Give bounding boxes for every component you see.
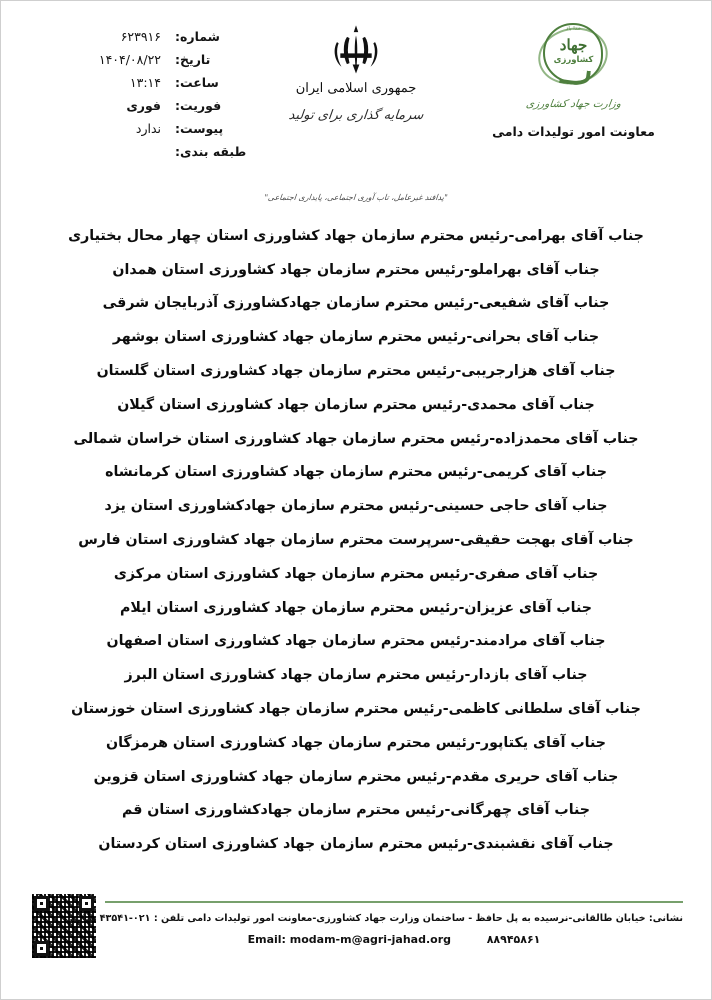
list-item: جناب آقای هزارجریبی-رئیس محترم سازمان جهاد کشاورزی استان گلستان	[96, 362, 616, 379]
emblem-slogan: سرمایه گذاری برای تولید	[287, 108, 425, 123]
list-item: جناب آقای صفری-رئیس محترم سازمان جهاد کشاورزی استان مرکزی	[113, 565, 599, 582]
metadata-row-date	[29, 52, 249, 75]
ministry-department: معاونت امور تولیدات دامی	[492, 124, 655, 139]
footer-fax-number: ۸۸۹۴۵۸۶۱	[486, 933, 541, 946]
metadata-label-time: ساعت:	[175, 75, 219, 90]
document-metadata	[29, 29, 249, 167]
footer-email-row	[105, 933, 683, 946]
metadata-value-time: ۱۳:۱۴	[129, 75, 161, 90]
list-item: جناب آقای حریری مقدم-رئیس محترم سازمان جهاد کشاورزی استان قزوین	[93, 768, 619, 785]
footer-email-label: Email:	[247, 933, 286, 946]
list-item: جناب آقای مرادمند-رئیس محترم سازمان جهاد کشاورزی استان اصفهان	[106, 633, 606, 650]
metadata-value-urgency: فوری	[126, 98, 161, 113]
national-emblem-block	[236, 23, 476, 123]
qr-finder-bottom-left	[34, 941, 49, 956]
recipients-list	[31, 219, 681, 861]
list-item: جناب آقای محمدی-رئیس محترم سازمان جهاد کشاورزی استان گیلان	[117, 396, 595, 413]
metadata-row-urgency	[29, 98, 249, 121]
list-item: جناب آقای حاجی حسینی-رئیس محترم سازمان جهادکشاورزی استان یزد	[104, 498, 608, 515]
emblem-caption: جمهوری اسلامی ایران	[295, 81, 417, 96]
document-footer	[1, 893, 711, 985]
footer-email-value[interactable]: modam-m@agri-jahad.org	[289, 933, 451, 946]
list-item: جناب آقای بهرامی-رئیس محترم سازمان جهاد کشاورزی استان چهار محال بختیاری	[68, 227, 644, 244]
metadata-value-date: ۱۴۰۴/۰۸/۲۲	[98, 52, 161, 67]
logo-main-text: جهاد	[559, 36, 588, 54]
list-item: جناب آقای سلطانی کاظمی-رئیس محترم سازمان جهاد کشاورزی استان خوزستان	[71, 700, 641, 717]
metadata-row-classification	[29, 144, 249, 167]
footer-contact-block	[69, 913, 683, 946]
metadata-label-urgency: فوریت:	[175, 98, 222, 113]
metadata-label-number: شماره:	[175, 29, 220, 44]
metadata-value-number: ۶۲۳۹۱۶	[120, 29, 161, 44]
metadata-row-number	[29, 29, 249, 52]
qr-code-icon	[31, 893, 97, 959]
list-item: جناب آقای بازدار-رئیس محترم سازمان جهاد کشاورزی استان البرز	[124, 667, 588, 684]
metadata-label-date: تاریخ:	[175, 52, 211, 67]
list-item: جناب آقای یکتاپور-رئیس محترم سازمان جهاد کشاورزی استان هرمزگان	[106, 734, 606, 751]
ministry-logo-block	[466, 23, 681, 139]
metadata-row-time	[29, 75, 249, 98]
logo-tiny-text: خدا باد	[565, 26, 582, 32]
list-item: جناب آقای بهجت حقیقی-سرپرست محترم سازمان جهاد کشاورزی استان فارس	[78, 531, 634, 548]
list-item: جناب آقای چهرگانی-رئیس محترم سازمان جهادکشاورزی استان قم	[121, 802, 591, 819]
metadata-label-classification: طبقه بندی:	[175, 144, 247, 159]
logo-sub-text: کشاورزی	[553, 55, 594, 65]
list-item: جناب آقای شفیعی-رئیس محترم سازمان جهادکشاورزی آذربایجان شرقی	[102, 295, 610, 312]
jahad-keshavarzi-logo-icon	[532, 23, 616, 97]
list-item: جناب آقای کریمی-رئیس محترم سازمان جهاد کشاورزی استان کرمانشاه	[105, 464, 607, 481]
metadata-value-attachment: ندارد	[135, 121, 161, 136]
list-item: جناب آقای بحرانی-رئیس محترم سازمان جهاد کشاورزی استان بوشهر	[112, 329, 600, 346]
list-item: جناب آقای عزیزان-رئیس محترم سازمان جهاد کشاورزی استان ایلام	[120, 599, 592, 616]
ministry-caption: وزارت جهاد کشاورزی	[525, 98, 622, 110]
document-motto: "پدافند غیرعامل، تاب آوری اجتماعی، پایداری اجتماعی"	[263, 193, 449, 202]
metadata-row-attachment	[29, 121, 249, 144]
metadata-label-attachment: پیوست:	[175, 121, 224, 136]
letterhead	[1, 1, 711, 201]
list-item: جناب آقای محمدزاده-رئیس محترم سازمان جهاد کشاورزی استان خراسان شمالی	[73, 430, 639, 447]
footer-address: نشانی: خیابان طالقانی-نرسیده به پل حافظ - ساختمان وزارت جهاد کشاورزی-معاونت امور تولیدات دامی تلفن : ۰۲۱-۴۳۵۴۱ نمابر:	[69, 913, 683, 924]
iran-emblem-icon	[328, 23, 384, 77]
list-item: جناب آقای نقشبندی-رئیس محترم سازمان جهاد کشاورزی استان کردستان	[98, 836, 614, 853]
list-item: جناب آقای بهراملو-رئیس محترم سازمان جهاد کشاورزی استان همدان	[112, 261, 600, 278]
footer-divider	[105, 901, 683, 903]
qr-finder-top-left	[34, 896, 49, 911]
qr-finder-top-right	[79, 896, 94, 911]
